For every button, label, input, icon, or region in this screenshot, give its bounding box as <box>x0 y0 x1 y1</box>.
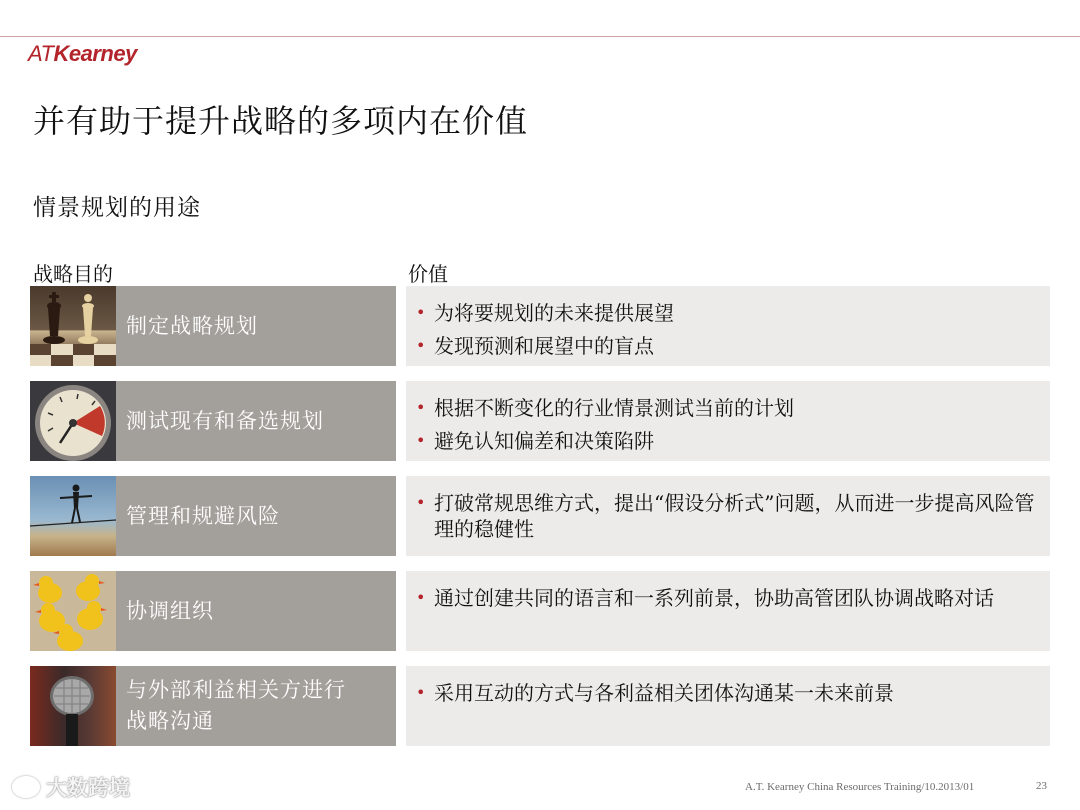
chess-pieces-image <box>30 286 116 366</box>
column-header-purpose: 战略目的 <box>33 262 113 286</box>
purpose-label: 协调组织 <box>126 598 214 623</box>
purpose-label: 测试现有和备选规划 <box>126 408 324 433</box>
value-bullet: • 根据不断变化的行业情景测试当前的计划 <box>416 396 794 420</box>
value-cell <box>406 571 1050 651</box>
tightrope-walker-image <box>30 476 116 556</box>
slide-title: 并有助于提升战略的多项内在价值 <box>33 102 529 140</box>
watermark-logo-icon <box>12 776 40 798</box>
bullet-dot-icon: • <box>416 398 426 417</box>
bullet-dot-icon: • <box>416 588 426 607</box>
value-bullet: • 采用互动的方式与各利益相关团体沟通某一未来前景 <box>416 681 894 705</box>
pressure-gauge-image <box>30 381 116 461</box>
value-bullet: • 避免认知偏差和决策陷阱 <box>416 429 654 453</box>
value-cell <box>406 476 1050 556</box>
purpose-cell <box>30 571 396 651</box>
value-bullet: • 打破常规思维方式，提出“假设分析式”问题，从而进一步提高风险管理的稳健性 <box>416 491 1035 541</box>
value-cell <box>406 381 1050 461</box>
header-rule <box>0 36 1080 37</box>
purpose-cell <box>30 381 396 461</box>
value-bullet: • 通过创建共同的语言和一系列前景，协助高管团队协调战略对话 <box>416 586 994 610</box>
rubber-ducks-image <box>30 571 116 651</box>
page-number: 23 <box>1036 780 1047 792</box>
value-bullet: • 为将要规划的未来提供展望 <box>416 301 674 325</box>
purpose-cell <box>30 666 396 746</box>
watermark: 大数跨境 <box>12 772 130 802</box>
bullet-dot-icon: • <box>416 303 426 322</box>
bullet-dot-icon: • <box>416 336 426 355</box>
value-cell <box>406 666 1050 746</box>
purpose-label: 与外部利益相关方进行 战略沟通 <box>126 678 346 733</box>
column-header-value: 价值 <box>408 262 448 286</box>
purpose-cell <box>30 286 396 366</box>
purpose-cell <box>30 476 396 556</box>
slide-subtitle: 情景规划的用途 <box>33 195 201 221</box>
atkearney-logo: ATKearney <box>28 41 137 66</box>
microphone-image <box>30 666 116 746</box>
purpose-label: 制定战略规划 <box>126 313 258 338</box>
value-cell <box>406 286 1050 366</box>
bullet-dot-icon: • <box>416 431 426 450</box>
bullet-dot-icon: • <box>416 493 426 512</box>
bullet-dot-icon: • <box>416 683 426 702</box>
purpose-label: 管理和规避风险 <box>126 503 280 528</box>
value-bullet: • 发现预测和展望中的盲点 <box>416 334 654 358</box>
footer-text: A.T. Kearney China Resources Training/10.2013/01 <box>745 781 975 793</box>
